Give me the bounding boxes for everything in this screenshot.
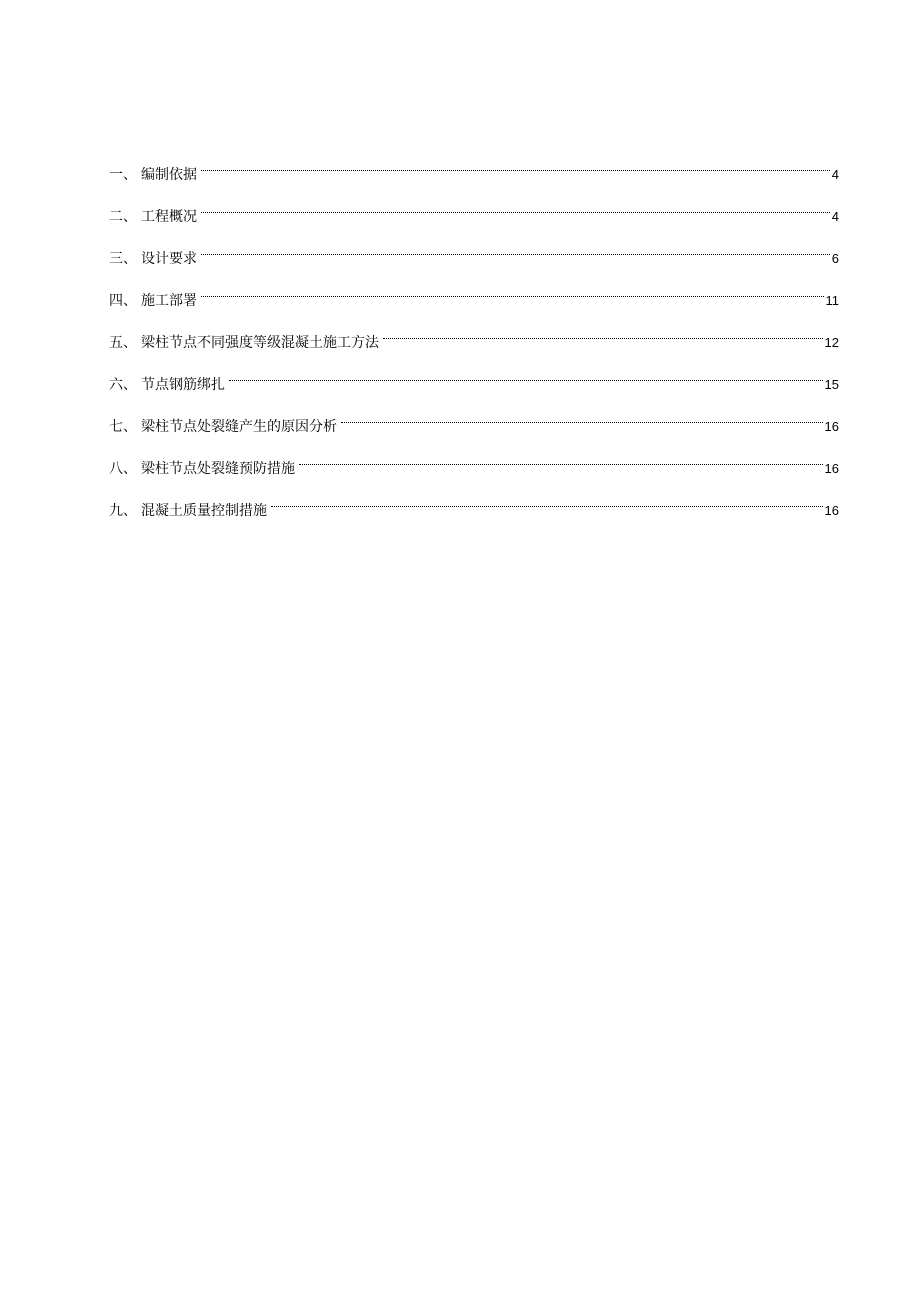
toc-entry[interactable] (109, 235, 839, 277)
toc-entry-separator: 、 (123, 293, 137, 309)
toc-entry-number: 五 (109, 335, 123, 351)
toc-entry-page: 15 (824, 377, 839, 392)
toc-entry-title: 工程概况 (141, 209, 197, 225)
toc-dot-leader (229, 361, 823, 389)
toc-entry-separator: 、 (123, 335, 137, 351)
toc-entry-separator: 、 (123, 209, 137, 225)
toc-entry[interactable] (109, 487, 839, 529)
toc-entry-number: 六 (109, 377, 123, 393)
toc-entry[interactable] (109, 445, 839, 487)
toc-entry[interactable] (109, 319, 839, 361)
toc-dot-leader (201, 235, 830, 263)
toc-dot-leader (271, 487, 823, 515)
toc-entry-title: 设计要求 (141, 251, 197, 267)
table-of-contents (109, 151, 839, 529)
toc-entry[interactable] (109, 193, 839, 235)
toc-entry-title: 编制依据 (141, 167, 197, 183)
toc-dot-leader (201, 193, 830, 221)
toc-dot-leader (201, 151, 830, 179)
toc-entry-page: 4 (831, 167, 839, 182)
toc-entry-title: 梁柱节点处裂缝产生的原因分析 (141, 419, 337, 435)
toc-entry[interactable] (109, 277, 839, 319)
toc-entry-separator: 、 (123, 503, 137, 519)
toc-entry-separator: 、 (123, 377, 137, 393)
toc-entry-page: 16 (824, 419, 839, 434)
toc-entry-page: 12 (824, 335, 839, 350)
toc-entry-title: 梁柱节点不同强度等级混凝土施工方法 (141, 335, 379, 351)
toc-entry-number: 二 (109, 209, 123, 225)
toc-entry-title: 梁柱节点处裂缝预防措施 (141, 461, 295, 477)
toc-entry-number: 三 (109, 251, 123, 267)
toc-entry-separator: 、 (123, 251, 137, 267)
toc-dot-leader (299, 445, 823, 473)
toc-entry[interactable] (109, 151, 839, 193)
toc-entry-title: 节点钢筋绑扎 (141, 377, 225, 393)
toc-entry-page: 11 (825, 293, 839, 308)
toc-entry-title: 施工部署 (141, 293, 197, 309)
toc-entry[interactable] (109, 403, 839, 445)
toc-dot-leader (201, 277, 824, 305)
toc-entry-separator: 、 (123, 419, 137, 435)
toc-entry-separator: 、 (123, 461, 137, 477)
toc-entry-number: 七 (109, 419, 123, 435)
toc-dot-leader (341, 403, 823, 431)
toc-entry-title: 混凝土质量控制措施 (141, 503, 267, 519)
toc-entry-number: 四 (109, 293, 123, 309)
toc-entry-page: 16 (824, 503, 839, 518)
toc-entry-number: 八 (109, 461, 123, 477)
toc-entry-page: 16 (824, 461, 839, 476)
toc-entry-page: 6 (831, 251, 839, 266)
toc-entry-number: 九 (109, 503, 123, 519)
toc-dot-leader (383, 319, 823, 347)
toc-entry[interactable] (109, 361, 839, 403)
toc-entry-page: 4 (831, 209, 839, 224)
toc-entry-separator: 、 (123, 167, 137, 183)
toc-entry-number: 一 (109, 167, 123, 183)
